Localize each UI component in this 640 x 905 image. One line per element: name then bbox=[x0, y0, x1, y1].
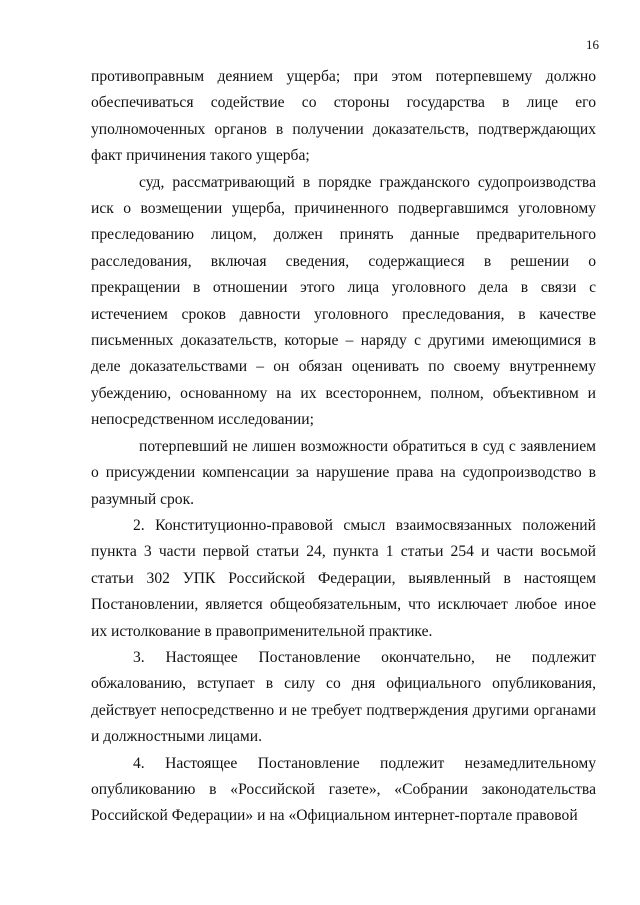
document-body bbox=[91, 64, 596, 830]
page-number: 16 bbox=[586, 37, 599, 52]
paragraph-court-evidence: суд, рассматривающий в порядке гражданского судопроизводства иск о возмещении ущерба, причиненного подвергавшимся уголовному преследованию лицом, должен принять данные предварительного расследования, включая сведения, содержащиеся в решении о прекращении в отношении этого лица уголовного дела в связи с истечением сроков давности уголовного преследования, в качестве письменных доказательств, которые – наряду с другими имеющимися в деле доказательствами – он обязан оценивать по своему внутреннему убеждению, основанному на их всестороннем, полном, объективном и непосредственном исследовании; bbox=[91, 173, 596, 429]
paragraph-item-2: 2. Конституционно-правовой смысл взаимосвязанных положений пункта 3 части первой статьи 24, пункта 1 статьи 254 и части восьмой статьи 302 УПК Российской Федерации, выявленный в настоящем Постановлении, является общеобязательным, что исключает любое иное их истолкование в правоприменительной практике. bbox=[91, 516, 596, 640]
paragraph-continuation: противоправным деянием ущерба; при этом потерпевшему должно обеспечиваться содействие со стороны государства в лице его уполномоченных органов в получении доказательств, подтверждающих факт причинения такого ущерба; bbox=[91, 68, 596, 165]
paragraph-item-3: 3. Настоящее Постановление окончательно, не подлежит обжалованию, вступает в силу со дня официального опубликования, действует непосредственно и не требует подтверждения другими органами и должностными лицами. bbox=[91, 648, 596, 746]
paragraph-victim-compensation: потерпевший не лишен возможности обратиться в суд с заявлением о присуждении компенсации за нарушение права на судопроизводство в разумный срок. bbox=[91, 437, 596, 508]
paragraph-item-4: 4. Настоящее Постановление подлежит незамедлительному опубликованию в «Российской газете», «Собрании законодательства Российской Федерации» и на «Официальном интернет-портале правовой bbox=[91, 754, 596, 825]
